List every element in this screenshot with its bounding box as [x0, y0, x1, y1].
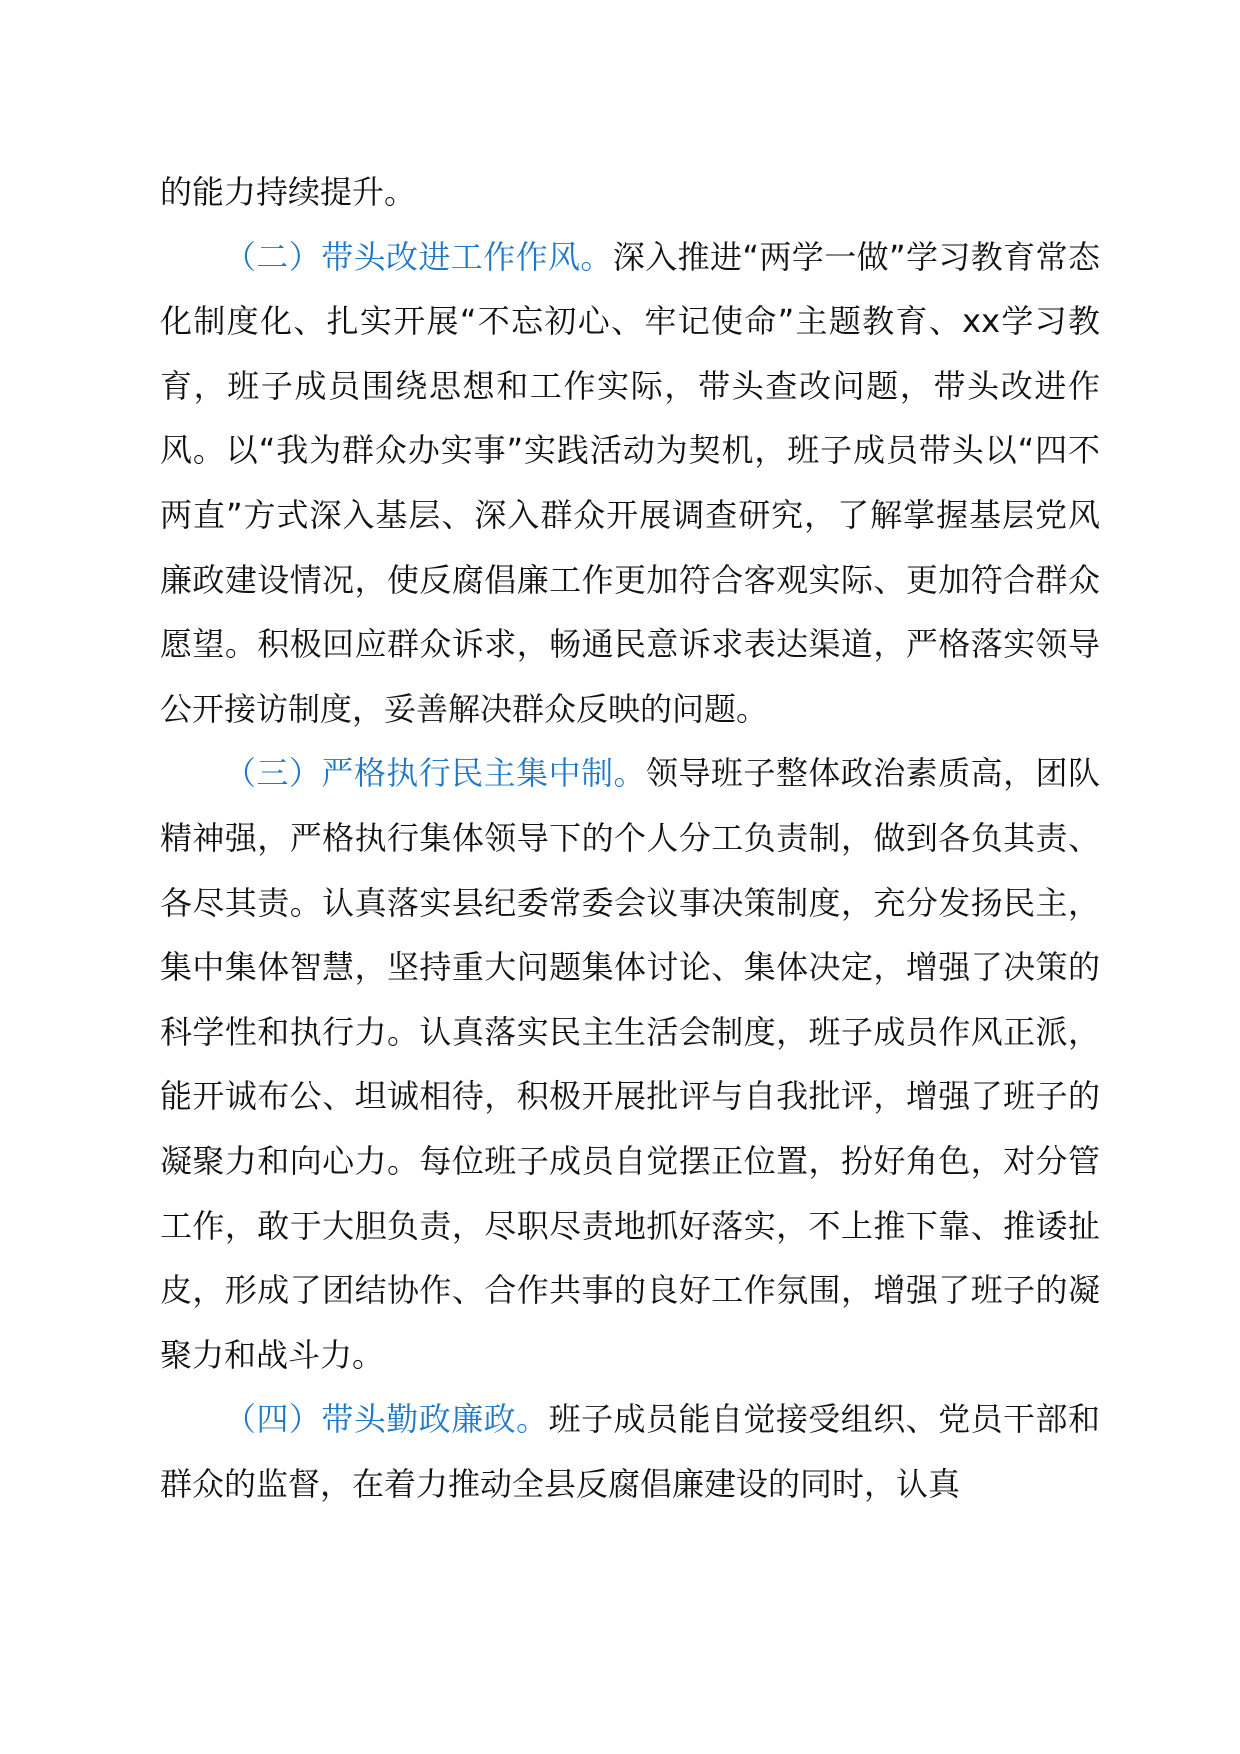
section-heading: （三）严格执行民主集中制。 [224, 754, 646, 793]
document-body [160, 160, 1100, 1516]
paragraph-body: 的能力持续提升。 [160, 173, 417, 211]
paragraph-body: 领导班子整体政治素质高，团队精神强，严格执行集体领导下的个人分工负责制，做到各负其责、各尽其责。认真落实县纪委常委会议事决策制度，充分发扬民主，集中集体智慧，坚持重大问题集体讨论、集体决定，增强了决策的科学性和执行力。认真落实民主生活会制度，班子成员作风正派，能开诚布公、坦诚相待，积极开展批评与自我批评，增强了班子的凝聚力和向心力。每位班子成员自觉摆正位置，扮好角色，对分管工作，敢于大胆负责，尽职尽责地抓好落实，不上推下靠、推诿扯皮，形成了团结协作、合作共事的良好工作氛围，增强了班子的凝聚力和战斗力。 [160, 754, 1100, 1374]
paragraph-body: 班子成员能自觉接受组织、党员干部和群众的监督，在着力推动全县反腐倡廉建设的同时，认真 [160, 1400, 1100, 1503]
paragraph-body: 深入推进“两学一做”学习教育常态化制度化、扎实开展“不忘初心、牢记使命”主题教育、xx学习教育，班子成员围绕思想和工作实际，带头查改问题，带头改进作风。以“我为群众办实事”实践活动为契机，班子成员带头以“四不两直”方式深入基层、深入群众开展调查研究，了解掌握基层党风廉政建设情况，使反腐倡廉工作更加符合客观实际、更加符合群众愿望。积极回应群众诉求，畅通民意诉求表达渠道，严格落实领导公开接访制度，妥善解决群众反映的问题。 [160, 237, 1100, 728]
section-heading: （二）带头改进工作作风。 [224, 237, 613, 276]
section-heading: （四）带头勤政廉政。 [224, 1400, 549, 1439]
paragraph-section-4 [160, 1387, 1100, 1516]
paragraph-section-2 [160, 225, 1100, 742]
paragraph-section-3 [160, 741, 1100, 1387]
paragraph-continuation [160, 160, 1100, 225]
